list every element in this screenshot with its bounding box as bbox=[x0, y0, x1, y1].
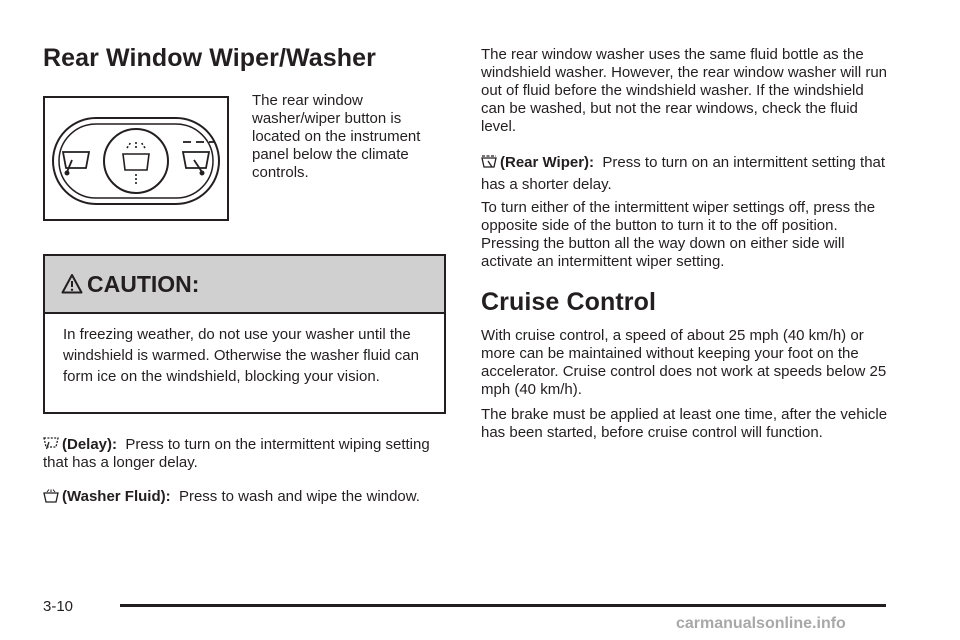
rear-wiper-icon bbox=[481, 155, 497, 169]
delay-label: (Delay): bbox=[62, 436, 118, 453]
rear-wiper-label: (Rear Wiper): bbox=[500, 154, 595, 171]
figure-caption: The rear window washer/wiper button is located on the instrument panel below the climate controls. bbox=[252, 92, 421, 181]
washer-glyph bbox=[123, 140, 149, 184]
caution-text: In freezing weather, do not use your washer until the windshield is warmed. Otherwise the washer fluid can form ice on the windshield, blocking your vision. bbox=[63, 326, 419, 385]
caution-title: CAUTION: bbox=[87, 270, 200, 297]
cruise-paragraph-2: The brake must be applied at least one time, after the vehicle has been started, before cruise control will function. bbox=[481, 406, 888, 441]
watermark: carmanualsonline.info bbox=[676, 615, 846, 632]
delay-text: Press to turn on the intermittent wiping setting that has a longer delay. bbox=[43, 436, 430, 471]
delay-wiper-glyph bbox=[63, 152, 89, 175]
washer-fluid-description bbox=[43, 488, 453, 506]
section-title-cruise-control: Cruise Control bbox=[481, 288, 657, 316]
wiper-button-illustration bbox=[43, 96, 229, 221]
rear-wiper-description bbox=[481, 152, 891, 196]
footer-rule bbox=[120, 604, 886, 607]
washer-fluid-label: (Washer Fluid): bbox=[62, 488, 171, 505]
page-number: 3-10 bbox=[43, 598, 74, 615]
caution-header bbox=[45, 256, 444, 314]
delay-description bbox=[43, 436, 446, 472]
section-title-rear-wiper: Rear Window Wiper/Washer bbox=[43, 44, 377, 72]
washer-fluid-text: Press to wash and wipe the window. bbox=[178, 488, 420, 505]
turn-off-paragraph: To turn either of the intermittent wiper settings off, press the opposite side of the button to turn it to the off position. Pressing the button all the way down on either side will activate an intermittent wiper setting. bbox=[481, 199, 876, 270]
rear-wiper-text: Press to turn on an intermittent setting that has a shorter delay. bbox=[481, 154, 886, 193]
cruise-paragraph-1: With cruise control, a speed of about 25 mph (40 km/h) or more can be maintained without keeping your foot on the accelerator. Cruise control does not work at speeds below 25 mph (40 km/h). bbox=[481, 327, 887, 398]
warning-triangle-icon bbox=[61, 273, 83, 295]
right-intro-paragraph: The rear window washer uses the same fluid bottle as the windshield washer. However, the rear window washer will run out of fluid before the windshield washer. If the windshield can be washed, but not the rear windows, check the fluid level. bbox=[481, 46, 888, 135]
rear-wiper-delay-icon bbox=[43, 437, 59, 451]
rear-washer-fluid-icon bbox=[43, 489, 59, 503]
wiper-switch-diagram bbox=[45, 98, 227, 219]
caution-box bbox=[43, 254, 446, 414]
